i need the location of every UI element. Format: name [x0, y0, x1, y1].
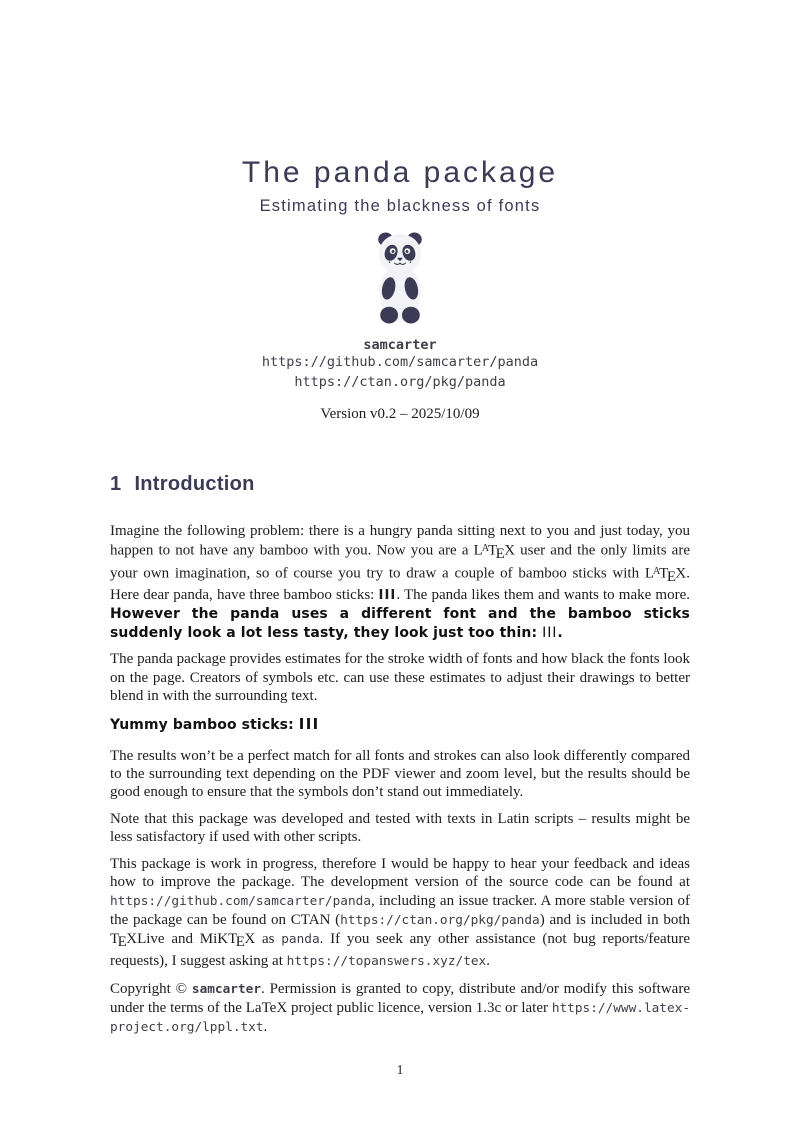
text-segment: III [298, 715, 320, 734]
text-segment: A [652, 566, 661, 578]
text-segment: III [542, 624, 558, 641]
section-title: Introduction [134, 473, 255, 495]
version-line: Version v0.2 – 2025/10/09 [320, 406, 480, 422]
document-title: The panda package [241, 156, 559, 189]
text-segment: , including an issue tracker. A more stable version of the package can be found on CTAN ( [110, 892, 690, 929]
title-block [0, 0, 800, 423]
text-segment: This package is work in progress, therefore I would be happy to hear your feedback and ideas how to improve the package. The development version of the source code can be found at [110, 856, 690, 891]
text-segment: E [666, 568, 676, 585]
text-segment: samcarter [191, 981, 261, 997]
paragraph-results-caveat [110, 747, 690, 802]
text-segment: L [473, 542, 483, 559]
paragraph-package-purpose [110, 650, 690, 705]
text-segment: E [235, 934, 245, 951]
text-segment: . [263, 1019, 268, 1036]
page-number: 1 [396, 1062, 404, 1077]
section-number: 1 [110, 473, 122, 495]
text-segment: X [504, 542, 516, 559]
text-segment: The results won’t be a perfect match for all fonts and strokes can also look differently compared to the surrounding text depending on the PDF viewer and zoom level, but the results should be good enough to ensure that the symbols don’t stand out immediately. [110, 747, 690, 801]
text-segment: X [675, 565, 687, 582]
text-segment: . Permission is granted to copy, distribute and/or modify this software under the terms of the LaTeX project public licence, version 1.3c or later [110, 980, 690, 1016]
text-segment: . If you seek any other assistance (not bug reports/feature requests), I suggest asking at [110, 931, 691, 969]
text-segment: XLive and MiKT [126, 931, 238, 948]
text-segment: A [481, 543, 490, 555]
text-segment: E [117, 934, 127, 951]
text-segment: Imagine the following problem: there is a hungry panda sitting next to you and just today, you happen to not have any bamboo with you. Now you are a [110, 523, 690, 559]
inline-link[interactable]: https://www.latex-project.org/lppl.txt [110, 1000, 690, 1036]
text-segment: . The panda likes them and wants to make more. [396, 587, 690, 604]
inline-link[interactable]: https://ctan.org/pkg/panda [340, 913, 540, 929]
text-segment: III [378, 588, 397, 604]
section-heading-introduction [110, 473, 690, 496]
inline-link[interactable]: https://topanswers.xyz/tex [286, 953, 487, 969]
document-body [110, 473, 690, 1046]
panda-illustration [0, 230, 800, 325]
paragraph-work-in-progress [110, 855, 690, 971]
paragraph-intro-problem [110, 522, 690, 642]
text-segment: . [557, 624, 563, 641]
github-link[interactable]: https://github.com/samcarter/panda [261, 354, 539, 370]
text-segment: T [487, 542, 498, 559]
ctan-link[interactable]: https://ctan.org/pkg/panda [294, 373, 506, 390]
text-segment: The panda package provides estimates for the stroke width of fonts and how black the fonts look on the page. Creators of symbols etc. can use these estimates to adjust their drawings to better blend in with the surrounding text. [110, 651, 690, 705]
yummy-bamboo-line [110, 715, 690, 734]
author-name: samcarter [363, 337, 437, 353]
text-segment: panda [281, 932, 320, 948]
document-subtitle: Estimating the blackness of fonts [259, 197, 541, 215]
panda-icon [368, 230, 432, 325]
text-segment: Yummy bamboo sticks: [110, 717, 299, 734]
text-segment: user and the only limits are your own imagination, so of course you try to draw a couple of bamboo sticks with [110, 542, 690, 582]
text-segment: E [495, 545, 505, 562]
text-segment: . [486, 952, 490, 969]
text-segment: L [644, 565, 655, 582]
text-segment: . Here dear panda, have three bamboo sticks: [110, 565, 690, 604]
text-segment: However the panda uses a different font and the bamboo sticks suddenly look a lot less tasty, they look just too thin: [110, 606, 690, 641]
text-segment: Note that this package was developed and tested with texts in Latin scripts – results might be less satisfactory if used with other scripts. [110, 811, 690, 846]
text-segment: ) and is included in both T [110, 912, 690, 948]
page-footer [0, 1062, 800, 1078]
text-segment: Copyright © [110, 980, 192, 997]
text-segment: X as [244, 931, 282, 948]
inline-link[interactable]: https://github.com/samcarter/panda [110, 893, 371, 909]
paragraph-copyright [110, 980, 690, 1038]
text-segment: T [659, 565, 669, 582]
paragraph-latin-scripts-note [110, 810, 690, 847]
